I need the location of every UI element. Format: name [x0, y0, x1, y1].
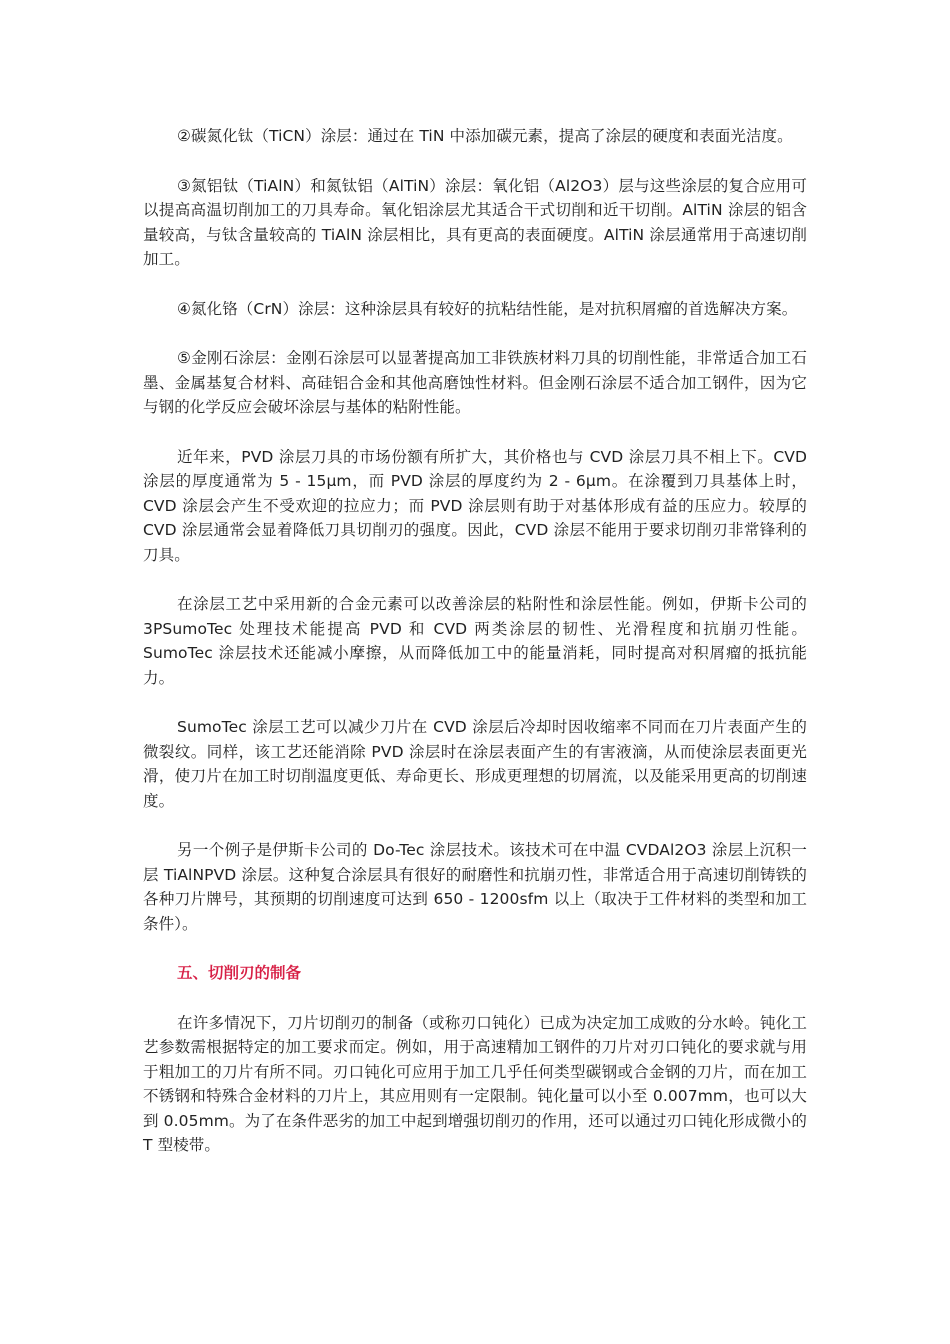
- paragraph-crn-coating: ④氮化铬（CrN）涂层：这种涂层具有较好的抗粘结性能，是对抗积屑瘤的首选解决方案。: [177, 299, 798, 318]
- paragraph-sumotec: 在涂层工艺中采用新的合金元素可以改善涂层的粘附性和涂层性能。例如，伊斯卡公司的 3PSumoTec 处理技术能提高 PVD 和 CVD 两类涂层的韧性、光滑程度和抗崩刃性能。SumoTec 涂层技术还能减小摩擦，从而降低加工中的能量消耗，同时提高对积屑瘤的抵抗能力。: [143, 595, 807, 687]
- paragraph-sumotec-process: SumoTec 涂层工艺可以减少刀片在 CVD 涂层后冷却时因收缩率不同而在刀片表面产生的微裂纹。同样，该工艺还能消除 PVD 涂层时在涂层表面产生的有害液滴，从而使涂层表面更光滑，使刀片在加工时切削温度更低、寿命更长、形成更理想的切屑流，以及能采用更高的切削速度。: [143, 718, 807, 810]
- paragraph-pvd-vs-cvd: 近年来，PVD 涂层刀具的市场份额有所扩大，其价格也与 CVD 涂层刀具不相上下。CVD 涂层的厚度通常为 5 - 15μm，而 PVD 涂层的厚度约为 2 - 6μm。在涂覆到刀具基体上时，CVD 涂层会产生不受欢迎的拉应力；而 PVD 涂层则有助于对基体形成有益的压应力。较厚的 CVD 涂层通常会显着降低刀具切削刃的强度。因此，CVD 涂层不能用于要求切削刃非常锋利的刀具。: [143, 447, 807, 564]
- paragraph-do-tec: 另一个例子是伊斯卡公司的 Do-Tec 涂层技术。该技术可在中温 CVDAl2O3 涂层上沉积一层 TiAlNPVD 涂层。这种复合涂层具有很好的耐磨性和抗崩刃性，非常适合用于高速切削铸铁的各种刀片牌号，其预期的切削速度可达到 650 - 1200sfm 以上（取决于工件材料的类型和加工条件）。: [143, 841, 807, 933]
- paragraph-diamond-coating: ⑤金刚石涂层：金刚石涂层可以显著提高加工非铁族材料刀具的切削性能，非常适合加工石墨、金属基复合材料、高硅铝合金和其他高磨蚀性材料。但金刚石涂层不适合加工钢件，因为它与钢的化学反应会破坏涂层与基体的粘附性能。: [143, 349, 807, 416]
- section-heading: 五、切削刃的制备: [177, 964, 302, 982]
- paragraph-ticn-coating: ②碳氮化钛（TiCN）涂层：通过在 TiN 中添加碳元素，提高了涂层的硬度和表面光洁度。: [177, 127, 793, 145]
- paragraph-edge-preparation: 在许多情况下，刀片切削刃的制备（或称刃口钝化）已成为决定加工成败的分水岭。钝化工艺参数需根据特定的加工要求而定。例如，用于高速精加工钢件的刀片对刃口钝化的要求就与用于粗加工的刀片有所不同。刃口钝化可应用于加工几乎任何类型碳钢或合金钢的刀片，而在加工不锈钢和特殊合金材料的刀片上，其应用则有一定限制。钝化量可以小至 0.007mm，也可以大到 0.05mm。为了在条件恶劣的加工中起到增强切削刃的作用，还可以通过刃口钝化形成微小的 T 型棱带。: [143, 1013, 807, 1154]
- paragraph-tialn-altin-coating: ③氮铝钛（TiAlN）和氮钛铝（AlTiN）涂层：氧化铝（Al2O3）层与这些涂层的复合应用可以提高高温切削加工的刀具寿命。氧化铝涂层尤其适合干式切削和近干切削。AlTiN 涂层的铝含量较高，与钛含量较高的 TiAlN 涂层相比，具有更高的表面硬度。AlTiN 涂层通常用于高速切削加工。: [143, 176, 807, 268]
- document-page: [143, 124, 807, 1183]
